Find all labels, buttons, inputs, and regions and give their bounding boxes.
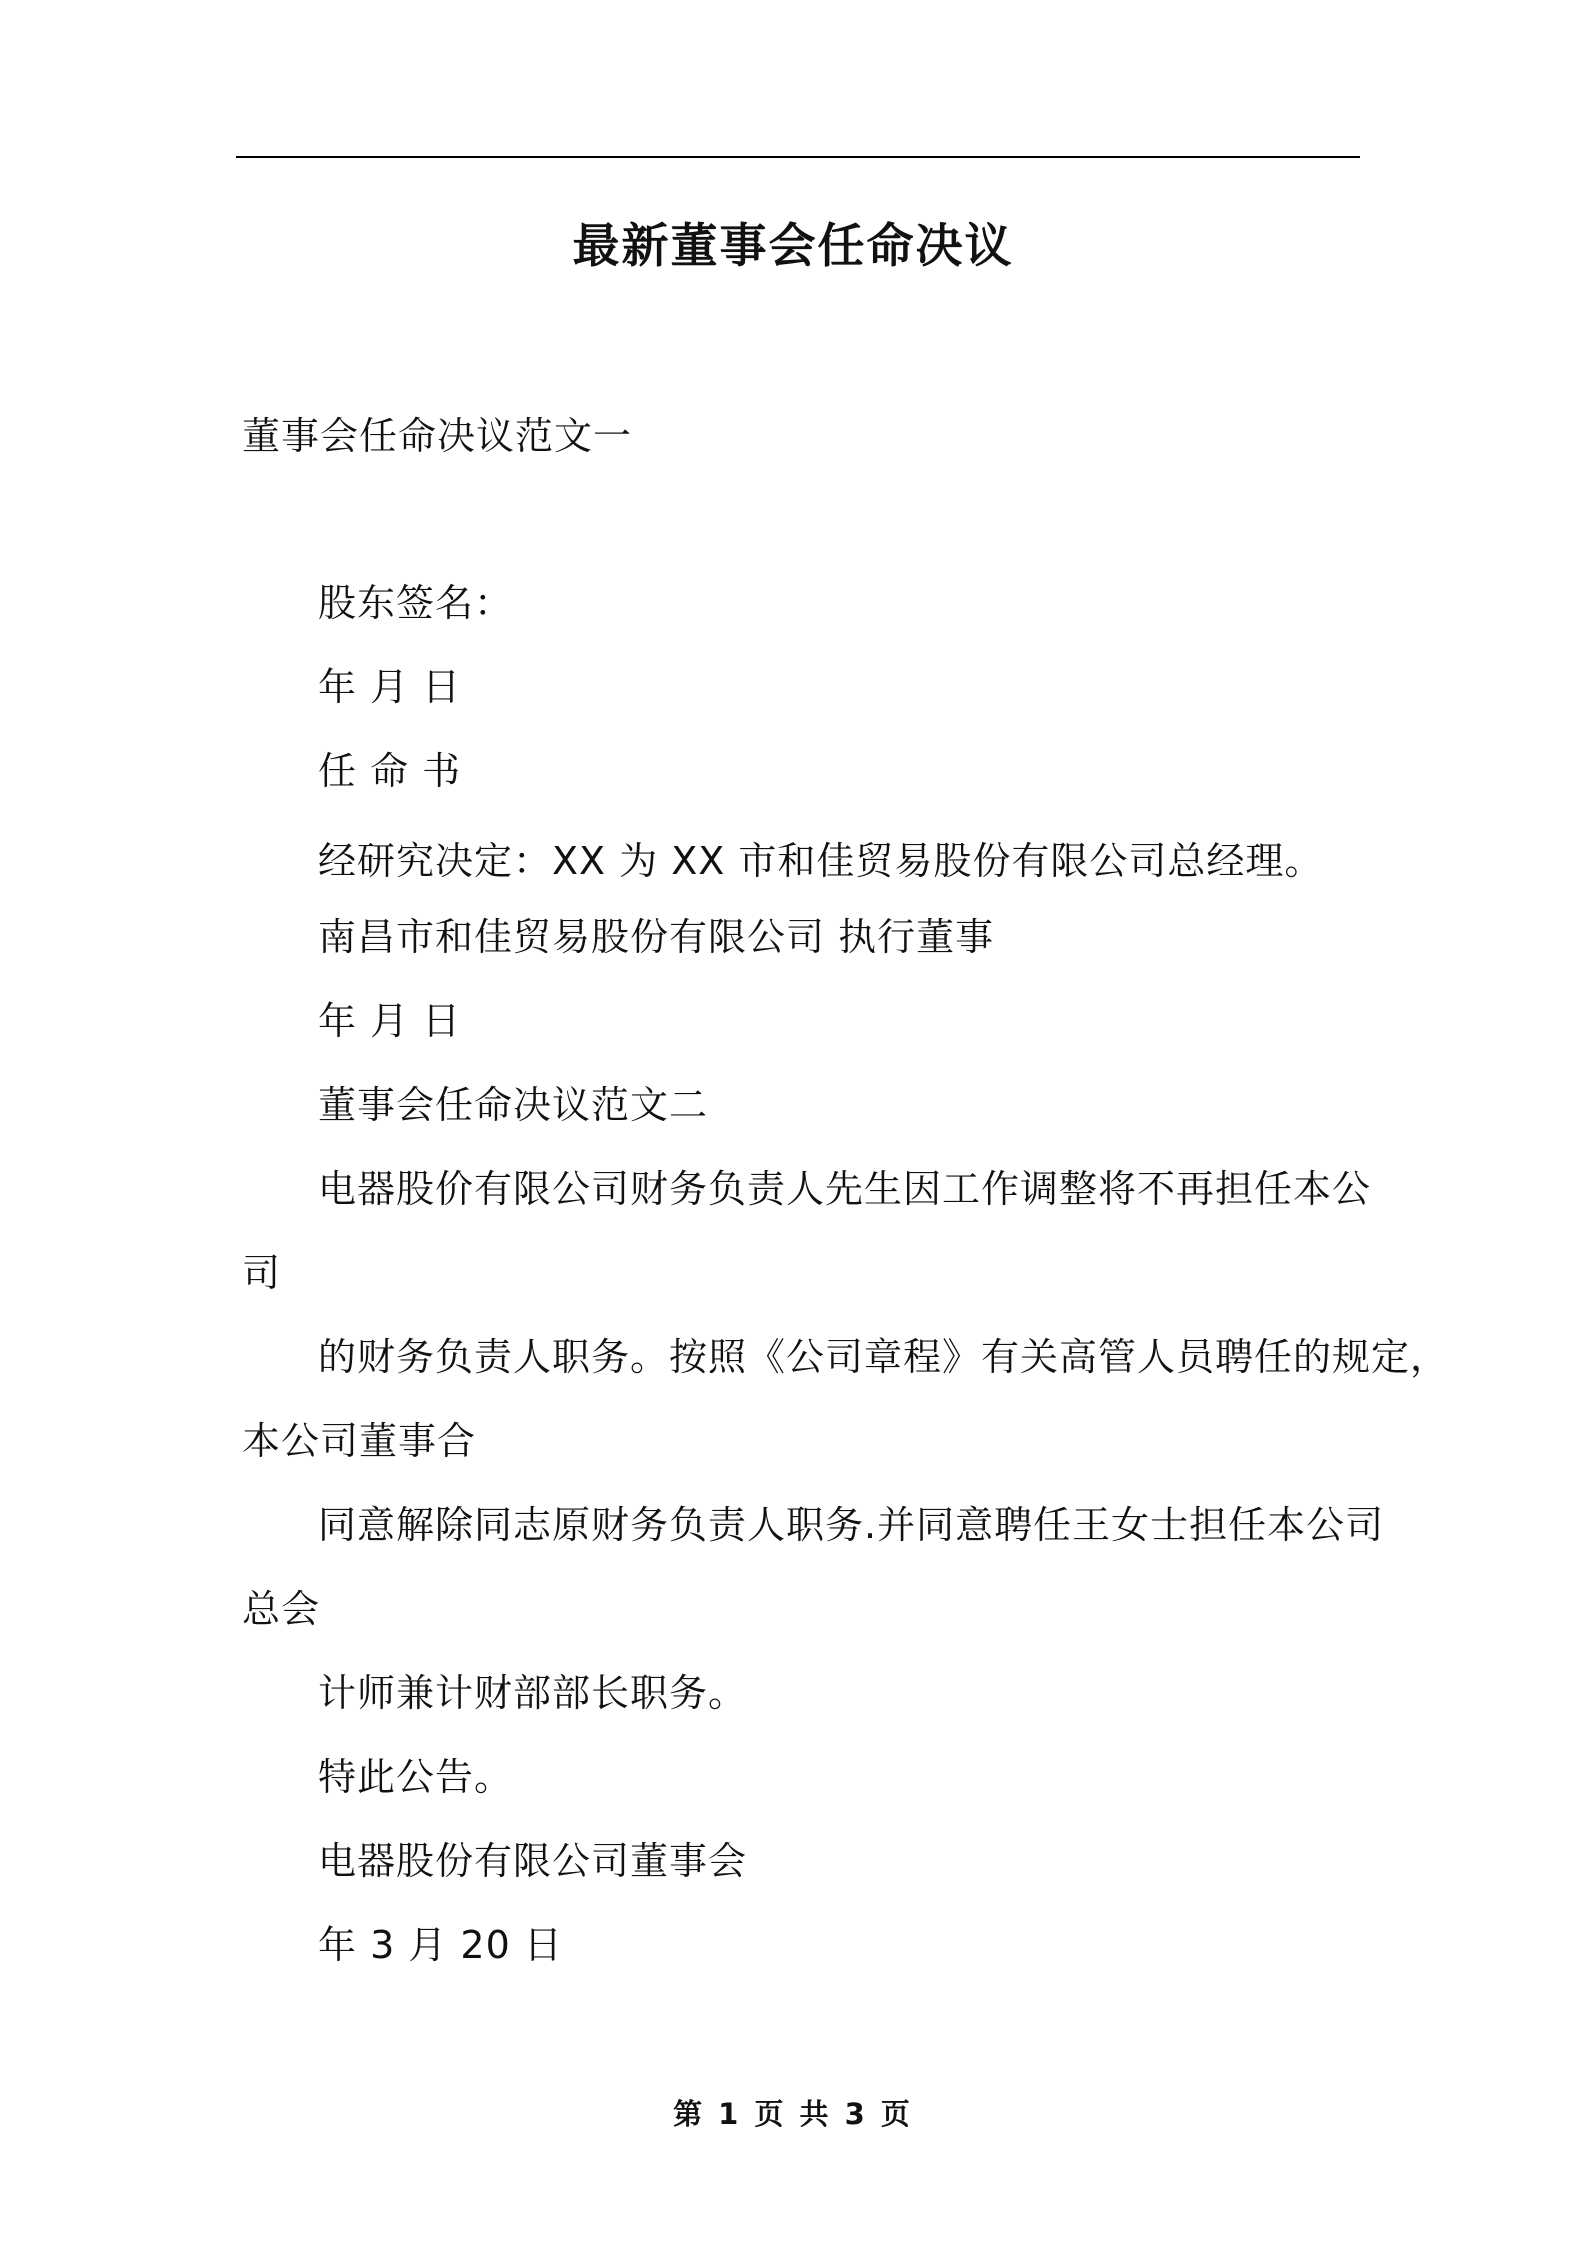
body-line: 电器股价有限公司财务负责人先生因工作调整将不再担任本公 xyxy=(318,1167,1372,1211)
document-title: 最新董事会任命决议 xyxy=(572,219,1014,274)
page-indicator: 第 1 页 共 3 页 xyxy=(673,2097,913,2131)
body-line: 计师兼计财部部长职务。 xyxy=(318,1671,748,1715)
body-line: 任 命 书 xyxy=(318,749,462,793)
body-line: 年 月 日 xyxy=(318,665,462,709)
body-line: 特此公告。 xyxy=(318,1755,514,1799)
body-line: 本公司董事合 xyxy=(242,1419,477,1463)
body-line: 董事会任命决议范文二 xyxy=(318,1083,709,1127)
body-line: 司 xyxy=(242,1251,282,1295)
body-line: 总会 xyxy=(242,1587,321,1631)
section-heading: 董事会任命决议范文一 xyxy=(242,414,633,458)
body-line: 电器股份有限公司董事会 xyxy=(318,1839,748,1883)
body-line: 年 月 日 xyxy=(318,999,462,1043)
body-line: 南昌市和佳贸易股份有限公司 执行董事 xyxy=(318,915,995,959)
body-line: 年 3 月 20 日 xyxy=(318,1923,563,1967)
body-line: 经研究决定：XX 为 XX 市和佳贸易股份有限公司总经理。 xyxy=(318,839,1324,883)
body-line: 股东签名： xyxy=(318,581,514,625)
body-line: 的财务负责人职务。按照《公司章程》有关高管人员聘任的规定， xyxy=(318,1335,1450,1379)
body-line: 同意解除同志原财务负责人职务.并同意聘任王女士担任本公司 xyxy=(318,1503,1385,1547)
header-rule xyxy=(236,156,1360,158)
